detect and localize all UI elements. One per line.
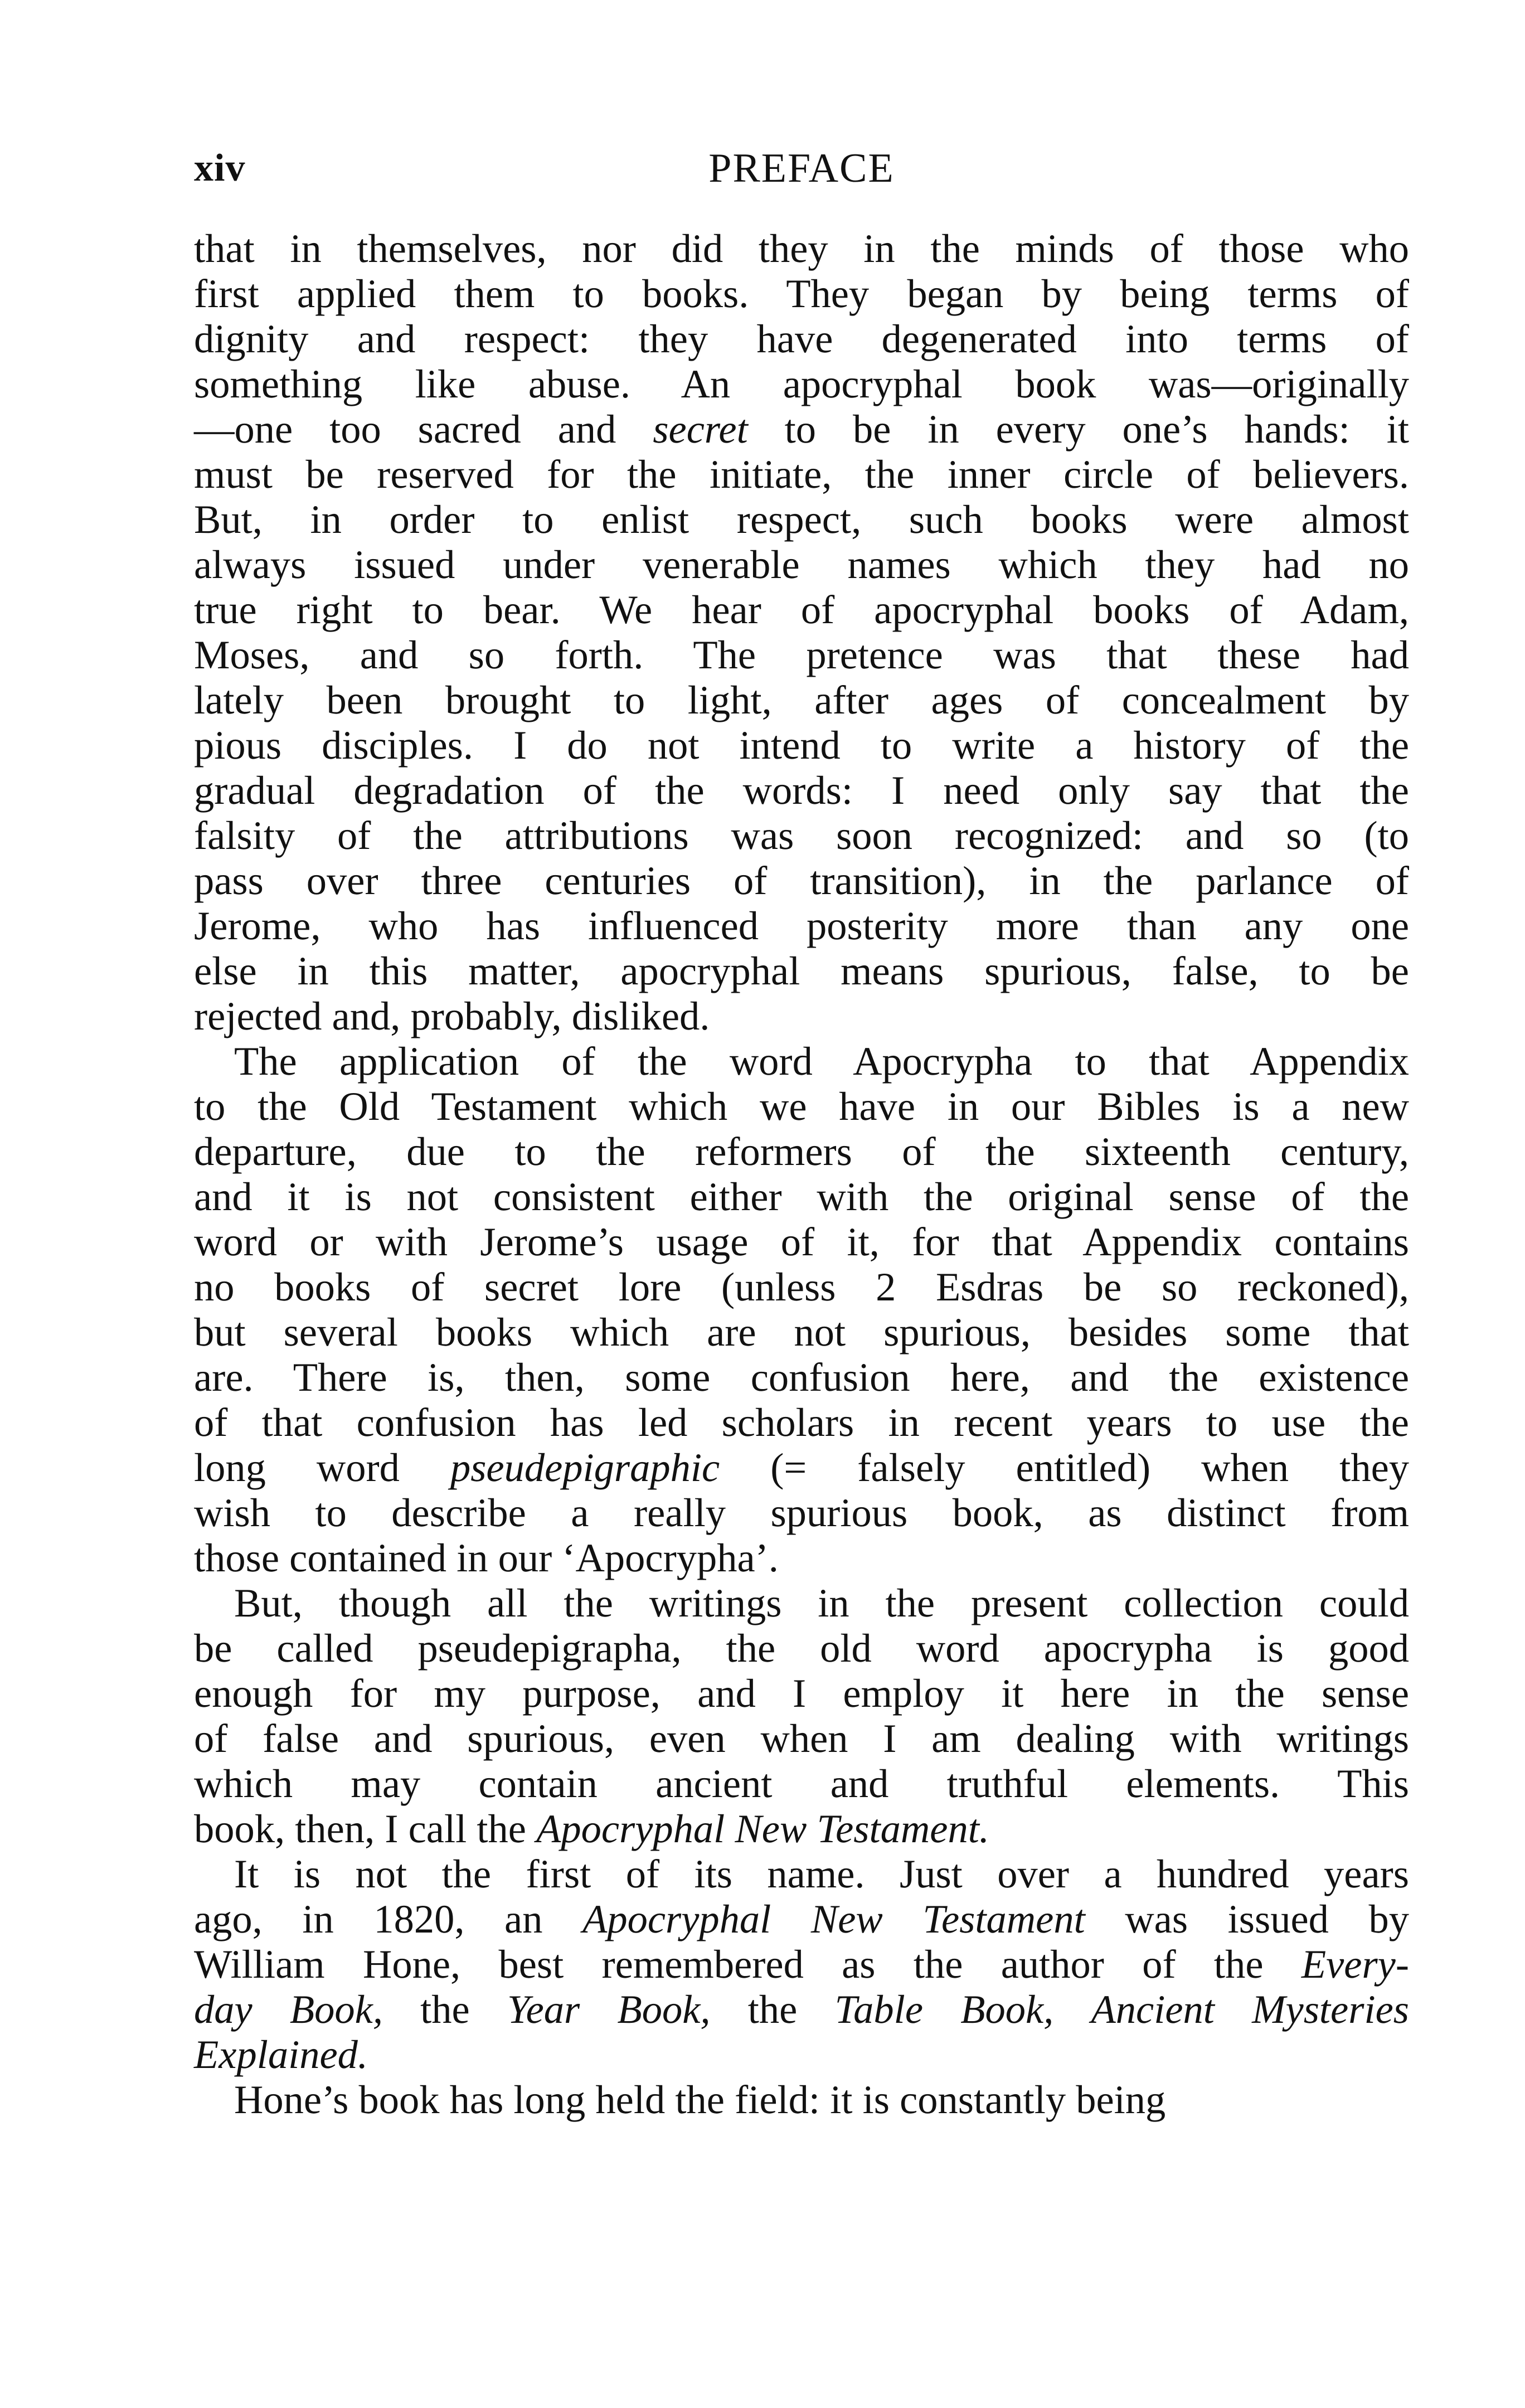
text-line [194,1264,1409,1309]
text-line [194,2077,1409,2122]
text-segment: always issued under venerable names which they had no [194,542,1409,587]
text-line [194,542,1409,587]
page-number: xiv [194,147,246,190]
italic-text-segment: secret [653,406,748,452]
text-line [194,271,1409,316]
italic-text-segment: Explained. [194,2032,368,2077]
text-line [194,903,1409,948]
text-line [194,1851,1409,1896]
italic-text-segment: Apocryphal New Testament. [536,1806,989,1851]
text-segment: William Hone, best remembered as the author of the [194,1941,1301,1987]
text-line [194,632,1409,677]
text-line [194,1038,1409,1084]
text-line [194,406,1409,452]
text-line [194,1355,1409,1400]
page-title: PREFACE [708,145,895,191]
text-segment: Jerome, who has influenced posterity more than any one [194,903,1409,948]
text-segment: departure, due to the reformers of the sixteenth century, [194,1129,1409,1174]
text-segment: wish to describe a really spurious book, as distinct from [194,1490,1409,1535]
text-line [194,1625,1409,1671]
text-segment: book, then, I call the [194,1806,537,1851]
text-segment: first applied them to books. They began by being terms of [194,271,1409,316]
text-line [194,452,1409,497]
text-line [194,722,1409,768]
italic-text-segment: Ancient Mysteries [1091,1987,1409,2032]
text-segment: Moses, and so forth. The pretence was that these had [194,632,1409,677]
text-segment: the [382,1987,507,2032]
italic-text-segment: Year Book, [507,1987,711,2032]
text-segment: true right to bear. We hear of apocryphal books of Adam, [194,587,1409,632]
text-segment: must be reserved for the initiate, the inner circle of believers. [194,452,1409,497]
text-segment: dignity and respect: they have degenerated into terms of [194,316,1409,361]
text-segment: rejected and, probably, disliked. [194,993,710,1038]
text-segment: the [710,1987,835,2032]
text-line [194,1716,1409,1761]
text-line [194,677,1409,722]
text-line [194,768,1409,813]
text-segment: —one too sacred and [194,406,653,452]
text-segment: The application of the word Apocrypha to that Appendix [234,1038,1409,1084]
italic-text-segment: Apocryphal New Testament [582,1896,1085,1941]
text-segment: long word [194,1445,450,1490]
text-segment: to be in every one’s hands: it [747,406,1409,452]
text-segment: But, in order to enlist respect, such books were almost [194,497,1409,542]
text-segment [1053,1987,1091,2032]
running-head [194,134,1409,201]
text-segment: are. There is, then, some confusion here, and the existence [194,1355,1409,1400]
text-line [194,993,1409,1038]
text-segment: which may contain ancient and truthful elements. This [194,1761,1409,1806]
text-line [194,497,1409,542]
text-line [194,1987,1409,2032]
text-segment: (= falsely entitled) when they [720,1445,1409,1490]
text-segment: lately been brought to light, after ages of concealment by [194,677,1409,722]
text-line [194,813,1409,858]
italic-text-segment: pseudepigraphic [450,1445,720,1490]
text-segment: and it is not consistent either with the original sense of the [194,1174,1409,1219]
text-segment: of false and spurious, even when I am dealing with writings [194,1716,1409,1761]
italic-text-segment: day Book, [194,1987,383,2032]
italic-text-segment: Every- [1301,1941,1409,1987]
text-line [194,1400,1409,1445]
text-line [194,1896,1409,1941]
italic-text-segment: Table Book, [834,1987,1054,2032]
text-segment: enough for my purpose, and I employ it here in the sense [194,1671,1409,1716]
body-text [194,226,1409,2122]
text-segment: pass over three centuries of transition), in the parlance of [194,858,1409,903]
text-line [194,1129,1409,1174]
text-segment: no books of secret lore (unless 2 Esdras be so reckoned), [194,1264,1409,1309]
text-line [194,948,1409,993]
text-segment: It is not the first of its name. Just over a hundred years [234,1851,1409,1896]
text-line [194,1490,1409,1535]
text-line [194,226,1409,271]
text-segment: to the Old Testament which we have in our Bibles is a new [194,1084,1409,1129]
text-segment: ago, in 1820, an [194,1896,583,1941]
text-line [194,361,1409,406]
text-line [194,316,1409,361]
text-line [194,2032,1409,2077]
text-segment: of that confusion has led scholars in recent years to use the [194,1400,1409,1445]
text-line [194,1535,1409,1580]
text-segment: gradual degradation of the words: I need only say that the [194,768,1409,813]
text-segment: pious disciples. I do not intend to write a history of the [194,722,1409,768]
text-line [194,587,1409,632]
text-line [194,858,1409,903]
text-line [194,1174,1409,1219]
text-line [194,1445,1409,1490]
text-segment: that in themselves, nor did they in the minds of those who [194,226,1409,271]
text-segment: Hone’s book has long held the field: it is constantly being [234,2077,1166,2122]
text-line [194,1761,1409,1806]
text-segment: but several books which are not spurious, besides some that [194,1309,1409,1355]
text-segment: was issued by [1085,1896,1409,1941]
text-segment: those contained in our ‘Apocrypha’. [194,1535,779,1580]
text-line [194,1580,1409,1625]
text-segment: something like abuse. An apocryphal book was—originally [194,361,1409,406]
text-segment: But, though all the writings in the present collection could [234,1580,1409,1625]
text-line [194,1309,1409,1355]
text-segment: else in this matter, apocryphal means spurious, false, to be [194,948,1409,993]
text-segment: word or with Jerome’s usage of it, for that Appendix contains [194,1219,1409,1264]
text-line [194,1219,1409,1264]
text-segment: falsity of the attributions was soon recognized: and so (to [194,813,1409,858]
text-line [194,1671,1409,1716]
text-line [194,1941,1409,1987]
text-segment: be called pseudepigrapha, the old word apocrypha is good [194,1625,1409,1671]
text-line [194,1084,1409,1129]
text-line [194,1806,1409,1851]
